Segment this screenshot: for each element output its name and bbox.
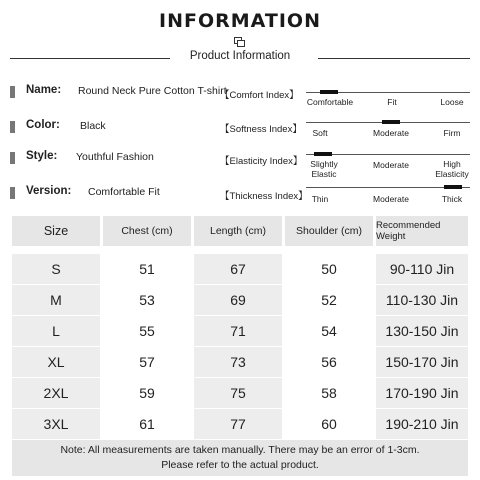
header-size: Size: [12, 216, 100, 246]
table-row: [12, 285, 468, 315]
cell-weight: 150-170 Jin: [376, 347, 468, 377]
scale-option: Thin: [311, 194, 329, 204]
cell-size: M: [12, 285, 100, 315]
bullet-bar: [10, 152, 15, 164]
scale-option: Firm: [443, 128, 461, 138]
cell-length: 73: [194, 347, 282, 377]
table-row: [12, 378, 468, 408]
attribute-value: Youthful Fashion: [76, 151, 154, 163]
table-row: [12, 254, 468, 284]
cell-shoulder: 58: [321, 385, 337, 401]
table-row: [12, 347, 468, 377]
scale-option: Moderate: [373, 194, 409, 204]
cell-length: 67: [194, 254, 282, 284]
header-chest: Chest (cm): [103, 216, 191, 246]
cell-size: 2XL: [12, 378, 100, 408]
cell-size: S: [12, 254, 100, 284]
table-header-row: [12, 216, 468, 246]
header-shoulder: Shoulder (cm): [285, 216, 373, 246]
thickness-index-label: 【Thickness Index】: [220, 191, 308, 202]
scale-marker: [314, 152, 332, 156]
attribute-value: Round Neck Pure Cotton T-shirt: [78, 85, 227, 97]
cell-shoulder: 54: [321, 323, 337, 339]
scale-option: Comfortable: [306, 97, 354, 107]
cell-size: XL: [12, 347, 100, 377]
attribute-label: Style:: [26, 150, 58, 162]
scale-option: Moderate: [373, 160, 409, 170]
header-length: Length (cm): [194, 216, 282, 246]
cell-weight: 190-210 Jin: [376, 409, 468, 439]
cell-shoulder: 50: [321, 261, 337, 277]
cell-length: 75: [194, 378, 282, 408]
elasticity-index-label: 【Elasticity Index】: [220, 156, 303, 167]
cell-weight: 130-150 Jin: [376, 316, 468, 346]
divider-right: [318, 58, 470, 59]
bullet-bar: [10, 121, 15, 133]
cell-length: 71: [194, 316, 282, 346]
scale-option: Moderate: [373, 128, 409, 138]
cell-chest: 61: [139, 416, 155, 432]
cell-size: L: [12, 316, 100, 346]
cell-length: 69: [194, 285, 282, 315]
scale-option: Fit: [387, 97, 397, 107]
copy-icon: [234, 37, 246, 47]
page-title: INFORMATION: [159, 10, 321, 32]
cell-chest: 51: [139, 261, 155, 277]
cell-shoulder: 56: [321, 354, 337, 370]
cell-weight: 90-110 Jin: [376, 254, 468, 284]
cell-chest: 53: [139, 292, 155, 308]
cell-size: 3XL: [12, 409, 100, 439]
cell-chest: 55: [139, 323, 155, 339]
table-row: [12, 409, 468, 439]
cell-shoulder: 60: [321, 416, 337, 432]
cell-length: 77: [194, 409, 282, 439]
cell-shoulder: 52: [321, 292, 337, 308]
note-line-1: Note: All measurements are taken manually. There may be an error of 1-3cm.: [60, 444, 420, 456]
softness-index-label: 【Softness Index】: [220, 124, 302, 135]
cell-weight: 170-190 Jin: [376, 378, 468, 408]
scale-option: Thick: [441, 194, 463, 204]
scale-option: High Elasticity: [435, 159, 469, 179]
note-line-2: Please refer to the actual product.: [161, 459, 319, 471]
attribute-label: Name:: [26, 84, 62, 96]
measurement-note: [12, 440, 468, 476]
header-weight: Recommended Weight: [376, 216, 468, 246]
table-row: [12, 316, 468, 346]
subtitle-row: [10, 50, 470, 66]
comfort-index-label: 【Comfort Index】: [220, 90, 299, 101]
scale-option: Soft: [312, 128, 328, 138]
bullet-bar: [10, 187, 15, 199]
scale-marker: [382, 120, 400, 124]
attribute-label: Color:: [26, 119, 60, 131]
attribute-value: Comfortable Fit: [88, 186, 160, 198]
scale-option: Slightly Elastic: [310, 159, 338, 179]
cell-chest: 57: [139, 354, 155, 370]
bullet-bar: [10, 86, 15, 98]
scale-marker: [444, 185, 462, 189]
scale-option: Loose: [440, 97, 464, 107]
cell-chest: 59: [139, 385, 155, 401]
scale-marker: [320, 90, 338, 94]
attribute-label: Version:: [26, 185, 72, 197]
cell-weight: 110-130 Jin: [376, 285, 468, 315]
section-subtitle: Product Information: [189, 50, 291, 62]
attribute-value: Black: [80, 120, 106, 132]
